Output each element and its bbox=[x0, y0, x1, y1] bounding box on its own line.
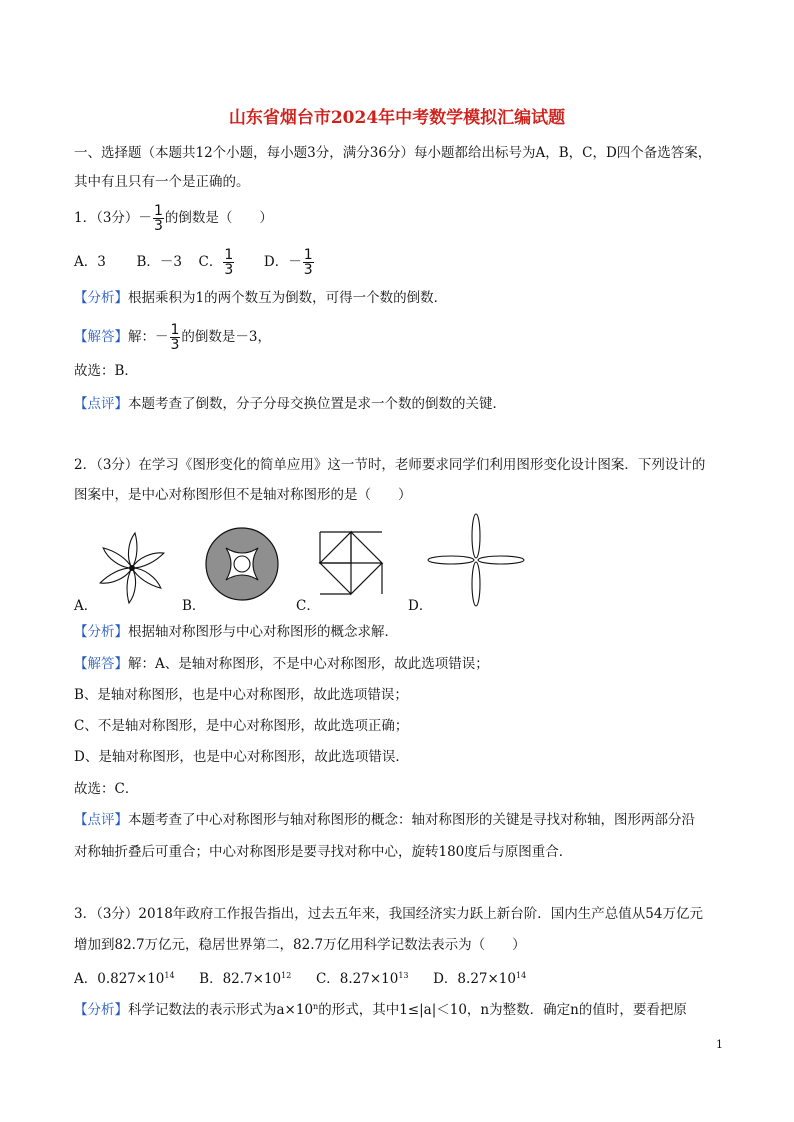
q1-frac-den: 3 bbox=[153, 218, 163, 234]
q3-option-c bbox=[316, 971, 409, 987]
q1-analysis-text: 根据乘积为1的两个数互为倒数，可得一个数的倒数． bbox=[128, 290, 448, 306]
q3-option-c-base: C．8.27×10 bbox=[315, 971, 399, 987]
q1-option-b: B．－3 bbox=[136, 254, 182, 270]
q2-analysis-text: 根据轴对称图形与中心对称图形的概念求解． bbox=[128, 624, 398, 640]
q3-analysis bbox=[74, 998, 687, 1019]
q2-comment-tag: 【点评】 bbox=[74, 812, 128, 828]
q1-stem bbox=[74, 204, 273, 233]
q2-answer-line3: C、不是轴对称图形，是中心对称图形，故此选项正确； bbox=[74, 718, 409, 734]
q1-stem-suffix: 的倒数是（ ） bbox=[164, 210, 273, 226]
q1-analysis-tag: 【分析】 bbox=[74, 290, 128, 306]
q1-stem-prefix: 1．（3分）－ bbox=[74, 210, 152, 226]
q3-stem-line1: 3．（3分）2018年政府工作报告指出，过去五年来，我国经济实力跃上新台阶．国内生产总值从54万亿元 bbox=[74, 906, 703, 922]
q1-opt-c-num: 1 bbox=[224, 247, 234, 263]
page-number: 1 bbox=[716, 1038, 723, 1051]
q2-label-b: B． bbox=[182, 598, 206, 614]
q3-stem-line2: 增加到82.7万亿元，稳居世界第二，82.7万亿用科学记数法表示为（ ） bbox=[74, 937, 526, 953]
q2-label-c: C． bbox=[296, 598, 320, 614]
flower-figure bbox=[94, 530, 170, 606]
q3-option-d-exp: 14 bbox=[515, 971, 527, 980]
q2-answer-line2: B、是轴对称图形，也是中心对称图形，故此选项错误； bbox=[74, 687, 408, 703]
page-title: 山东省烟台市2024年中考数学模拟汇编试题 bbox=[228, 108, 566, 128]
q2-answer-tag: 【解答】 bbox=[74, 656, 128, 672]
q1-fraction bbox=[153, 204, 164, 233]
q2-comment-line1 bbox=[74, 811, 695, 829]
q1-analysis bbox=[74, 289, 447, 307]
cross-ellipse-figure bbox=[426, 512, 526, 608]
q1-ans-num: 1 bbox=[170, 322, 180, 338]
q1-ans-den: 3 bbox=[170, 337, 180, 353]
q3-options bbox=[74, 967, 526, 988]
q1-option-d-fraction bbox=[303, 248, 314, 277]
q3-analysis-text-a: 科学记数法的表示形式为a×10 bbox=[128, 1002, 314, 1018]
q1-answer-fraction bbox=[170, 323, 181, 352]
q3-option-a bbox=[74, 971, 175, 987]
q1-answer bbox=[74, 323, 271, 352]
q3-option-b-base: B．82.7×10 bbox=[199, 971, 282, 987]
q2-answer-text1: 解：A、是轴对称图形，不是中心对称图形，故此选项错误； bbox=[128, 656, 489, 672]
q2-stem-line2: 图案中，是中心对称图形但不是轴对称图形的是（ ） bbox=[74, 487, 412, 503]
q1-answer-prefix: 解：－ bbox=[128, 329, 169, 345]
q1-option-a: A．3 bbox=[74, 254, 106, 270]
q3-option-a-exp: 14 bbox=[164, 971, 175, 980]
q2-comment-line2: 对称轴折叠后可重合；中心对称图形是要寻找对称中心，旋转180度后与原图重合． bbox=[74, 844, 573, 860]
circle-figure bbox=[204, 526, 280, 602]
q1-opt-c-den: 3 bbox=[224, 262, 234, 278]
q2-stem-line1: 2．（3分）在学习《图形变化的简单应用》这一节时，老师要求同学们利用图形变化设计图案．下列设计的 bbox=[74, 457, 706, 473]
q3-option-d-base: D．8.27×10 bbox=[433, 971, 516, 987]
q3-option-d bbox=[433, 971, 526, 987]
q3-option-a-base: A．0.827×10 bbox=[74, 971, 165, 987]
q3-option-c-exp: 13 bbox=[398, 971, 409, 980]
section-intro-line1: 一、选择题（本题共12个小题，每小题3分，满分36分）每小题都给出标号为A，B，C，D四个备选答案， bbox=[74, 145, 712, 161]
q1-answer-tag: 【解答】 bbox=[74, 329, 128, 345]
q3-analysis-tag: 【分析】 bbox=[74, 1002, 128, 1018]
q3-option-b-exp: 12 bbox=[281, 971, 292, 980]
q1-option-c-fraction bbox=[223, 248, 234, 277]
q1-option-d-label: D．－ bbox=[263, 254, 302, 270]
q2-analysis bbox=[74, 623, 398, 641]
q1-choice: 故选：B． bbox=[74, 363, 138, 379]
q2-label-a: A． bbox=[74, 598, 98, 614]
q1-options bbox=[74, 248, 315, 277]
q1-opt-d-num: 1 bbox=[303, 247, 313, 263]
pinwheel-figure bbox=[318, 530, 384, 596]
q3-analysis-exp: n bbox=[313, 1002, 319, 1011]
q2-label-d: D． bbox=[408, 598, 433, 614]
q1-comment-text: 本题考查了倒数，分子分母交换位置是求一个数的倒数的关键． bbox=[128, 396, 506, 412]
q1-option-c-label: C． bbox=[198, 254, 223, 270]
q3-analysis-text-b: 的形式，其中1≤|a|＜10，n为整数．确定n的值时，要看把原 bbox=[318, 1002, 687, 1018]
q1-comment-tag: 【点评】 bbox=[74, 396, 128, 412]
section-intro-line2: 其中有且只有一个是正确的。 bbox=[74, 174, 250, 190]
q1-frac-num: 1 bbox=[153, 203, 163, 219]
q3-option-b bbox=[199, 971, 291, 987]
q2-comment-text1: 本题考查了中心对称图形与轴对称图形的概念：轴对称图形的关键是寻找对称轴，图形两部分沿 bbox=[128, 812, 695, 828]
q1-comment bbox=[74, 395, 506, 413]
q2-analysis-tag: 【分析】 bbox=[74, 624, 128, 640]
q2-answer-line4: D、是轴对称图形，也是中心对称图形，故此选项错误． bbox=[74, 749, 409, 765]
q1-answer-suffix: 的倒数是－3， bbox=[181, 329, 272, 345]
q1-opt-d-den: 3 bbox=[303, 262, 313, 278]
q2-answer-line1 bbox=[74, 655, 489, 673]
q2-choice: 故选：C． bbox=[74, 781, 139, 797]
